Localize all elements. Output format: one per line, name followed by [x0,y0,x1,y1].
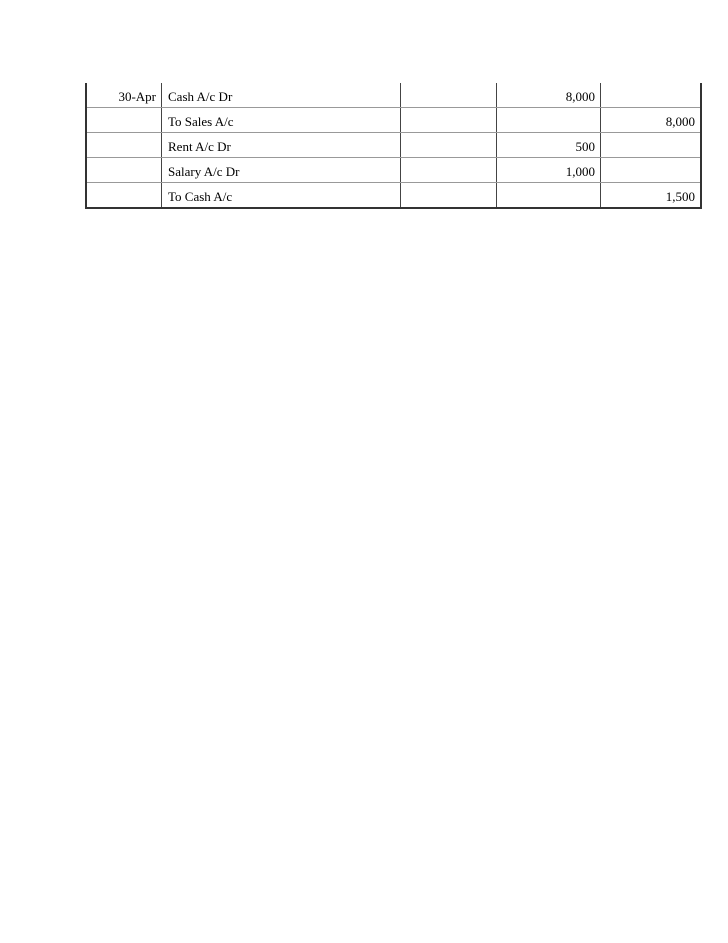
lf-cell [401,158,497,183]
particulars-cell: Salary A/c Dr [162,158,401,183]
date-cell [86,108,162,133]
table-row [86,158,701,183]
date-cell [86,133,162,158]
date-cell [86,158,162,183]
credit-cell [601,158,702,183]
journal-table [85,83,702,209]
table-row [86,133,701,158]
table-row [86,183,701,209]
debit-cell: 1,000 [497,158,601,183]
debit-cell [497,183,601,209]
particulars-cell: Cash A/c Dr [162,83,401,108]
credit-cell [601,83,702,108]
particulars-cell: To Sales A/c [162,108,401,133]
debit-cell [497,108,601,133]
lf-cell [401,108,497,133]
particulars-cell: Rent A/c Dr [162,133,401,158]
lf-cell [401,83,497,108]
table-row [86,83,701,108]
credit-cell: 1,500 [601,183,702,209]
date-cell [86,183,162,209]
date-cell: 30-Apr [86,83,162,108]
credit-cell [601,133,702,158]
lf-cell [401,133,497,158]
lf-cell [401,183,497,209]
debit-cell: 8,000 [497,83,601,108]
particulars-cell: To Cash A/c [162,183,401,209]
table-row [86,108,701,133]
debit-cell: 500 [497,133,601,158]
credit-cell: 8,000 [601,108,702,133]
